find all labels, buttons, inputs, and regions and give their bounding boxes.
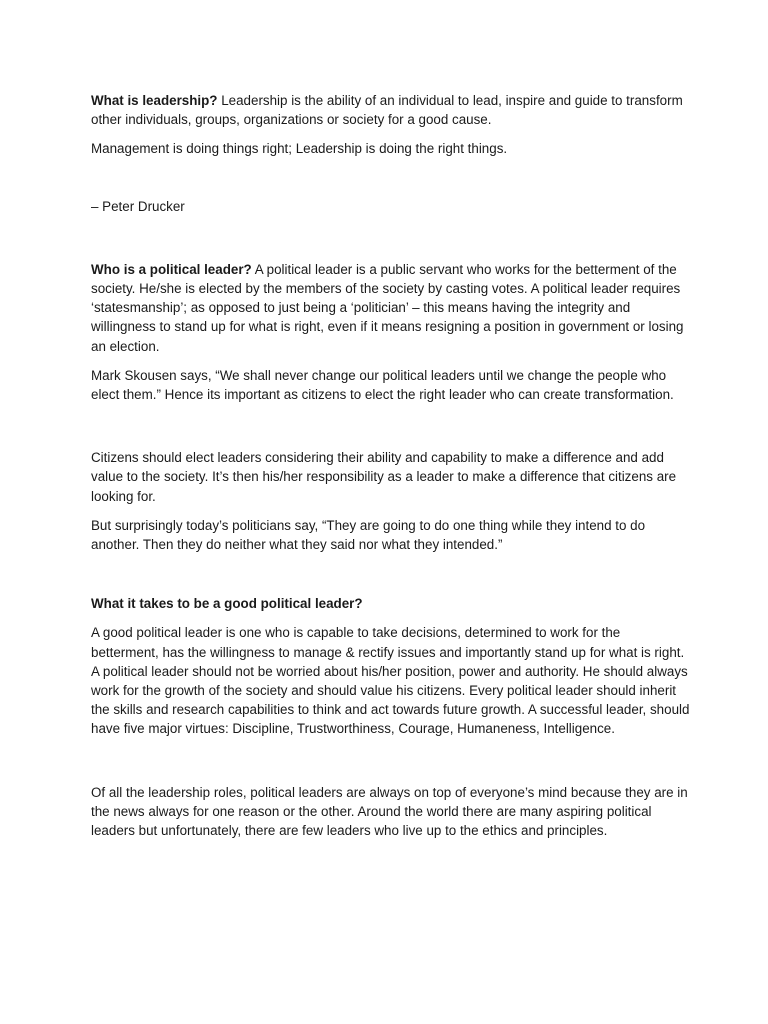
paragraph-good-political-leader: A good political leader is one who is capable to take decisions, determined to work for the betterment, has the willingness to manage & rectify issues and importantly stand up for what is right. A political leader should not be worried about his/her position, power and authority. He should always work for the growth of the society and should value his citizens. Every political leader should inherit the skills and research capabilities to think and act towards future growth. A successful leader, should have five major virtues: Discipline, Trustworthiness, Courage, Humaneness, Intelligence. <box>91 625 690 737</box>
heading-who-is-political-leader: Who is a political leader? <box>91 261 252 277</box>
quote-attribution: – Peter Drucker <box>91 198 185 214</box>
heading-good-political-leader: What it takes to be a good political leader? <box>91 596 363 612</box>
paragraph-who-is-political-leader <box>91 260 691 356</box>
paragraph-leadership-roles: Of all the leadership roles, political leaders are always on top of everyone’s mind because they are in the news always for one reason or the other. Around the world there are many aspiring political leaders but unfortunately, there are few leaders who live up to the ethics and principles. <box>91 784 688 839</box>
text-leadership-definition: Leadership is the ability of an individual to lead, inspire and guide to transform other individuals, groups, organizations or society for a good cause. <box>91 93 683 128</box>
quote-text: Management is doing things right; Leadership is doing the right things. <box>91 141 508 157</box>
paragraph-what-is-leadership <box>91 91 691 129</box>
text-political-leader-definition: A political leader is a public servant who works for the betterment of the society. He/she is elected by the members of the society by casting votes. A political leader requires ‘statesmanship’; as opposed to just being a ‘politician’ – this means having the integrity and willingness to stand up for what is right, even if it means resigning a position in government or losing an election. <box>91 261 684 354</box>
document-page <box>91 91 691 840</box>
paragraph-mark-skousen: Mark Skousen says, “We shall never change our political leaders until we change the people who elect them.” Hence its important as citizens to elect the right leader who can create transformation. <box>91 367 674 403</box>
paragraph-citizens: Citizens should elect leaders considering their ability and capability to make a difference and add value to the society. It’s then his/her responsibility as a leader to make a difference that citizens are looking for. <box>91 450 677 504</box>
heading-what-is-leadership: What is leadership? <box>91 93 218 108</box>
paragraph-politicians: But surprisingly today’s politicians say, “They are going to do one thing while they intend to do another. Then they do neither what they said nor what they intended.” <box>91 517 646 553</box>
